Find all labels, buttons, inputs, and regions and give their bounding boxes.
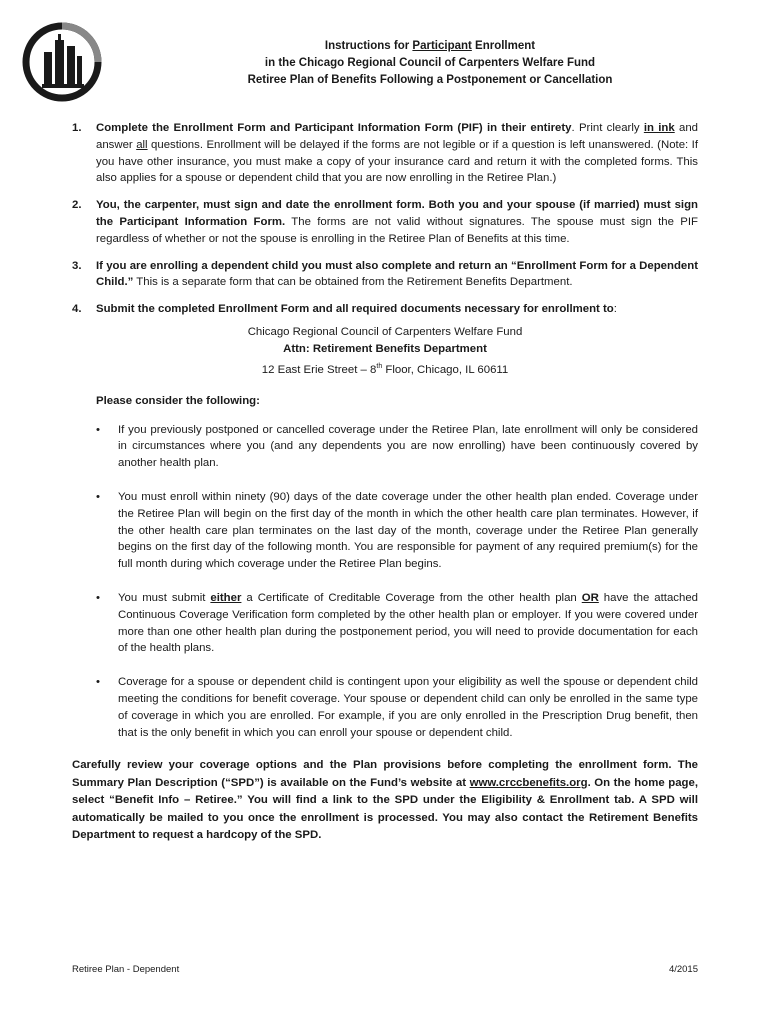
fund-logo [22, 22, 102, 102]
header-title: Instructions for Participant Enrollment [324, 40, 536, 52]
item-number: 2. [72, 199, 82, 212]
header-subtitle-fund: in the Chicago Regional Council of Carpenters Welfare Fund [264, 57, 596, 69]
list-item: • Coverage for a spouse or dependent child is contingent upon your eligibility as well the spouse or dependent child meeting the conditions for benefit coverage. Your spouse or dependent child can only be enrolled in the same type of coverage in which you are enrolled. For example, if you are only enrolled in the Prescription Drug benefit, then that is the only benefit in which you can enroll your spouse or dependent child. [96, 676, 698, 739]
list-item: • If you previously postponed or cancelled coverage under the Retiree Plan, late enrollment will only be considered in circumstances where you (and any dependents you are now enrolling) have been continuously covered by another health plan. [96, 423, 698, 470]
address-line-attn: Attn: Retirement Benefits Department [283, 342, 487, 355]
website-link[interactable]: www.crccbenefits.org [469, 776, 588, 789]
mailing-address [72, 324, 698, 379]
list-item: • You must submit either a Certificate of Creditable Coverage from the other health plan OR have the attached Continuous Coverage Verification form completed by the other health plan or employer. If you were covered under more than one other health plan during the postponement period, you will need to provide documentation for each of the health plans. [96, 591, 698, 655]
footer-revision-date: 4/2015 [668, 964, 698, 975]
address-line-street: 12 East Erie Street – 8th Floor, Chicago, IL 60611 [261, 362, 509, 376]
item-number: 4. [72, 303, 82, 316]
header-subtitle-plan: Retiree Plan of Benefits Following a Postponement or Cancellation [247, 74, 613, 86]
bullet-icon: • [96, 591, 100, 604]
item-number: 1. [72, 122, 82, 134]
instruction-item-2: 2. You, the carpenter, must sign and date the enrollment form. Both you and your spouse (if married) must sign the Participant Information Form. The forms are not valid without signatures. The spouse must sign the PIF regardless of whether or not the spouse is enrolling in the Retiree Plan of Benefits at this time. [72, 199, 699, 245]
instruction-item-4: 4. Submit the completed Enrollment Form and all required documents necessary for enrollment to: [72, 301, 698, 318]
bullet-icon: • [96, 490, 100, 503]
instructions-body [72, 120, 698, 845]
consider-list [96, 422, 698, 742]
list-item: • You must enroll within ninety (90) days of the date coverage under the other health plan ended. Coverage under the Retiree Plan will begin on the first day of the month in which the other health care plan terminates. However, if the other health care plan terminates on the last day of the month, coverage under the Retiree Plan generally begins on the first day of the following month. You are responsible for payment of any required premium(s) for the full month during which coverage under the Retiree Plan begins. [96, 490, 698, 571]
participant-word: Participant [412, 40, 472, 52]
bullet-icon: • [96, 676, 100, 689]
page-footer [72, 964, 698, 975]
footer-form-name: Retiree Plan - Dependent [72, 964, 180, 975]
closing-paragraph: Carefully review your coverage options and the Plan provisions before completing the enrollment form. The Summary Plan Description (“SPD”) is available on the Fund’s website at www.crccbenefits.org. On the home page, select “Benefit Info – Retiree.” You will find a link to the SPD under the Eligibility & Enrollment tab. A SPD will automatically be mailed to you once the enrollment is processed. You may also contact the Retirement Benefits Department to request a hardcopy of the SPD. [72, 759, 698, 842]
bullet-icon: • [96, 423, 100, 436]
document-header [150, 38, 710, 89]
instruction-item-1: 1. Complete the Enrollment Form and Participant Information Form (PIF) in their entirety. Print clearly in ink and answer all questions. Enrollment will be delayed if the forms are not legible or if a question is left unanswered. (Note: If you have other insurance, you must make a copy of your insurance card and return it with the completed forms. This also applies for a spouse or dependent child that you are now enrolling in the Retiree Plan.) [72, 122, 699, 185]
instruction-item-3: 3. If you are enrolling a dependent child you must also complete and return an “Enrollment Form for a Dependent Child.” This is a separate form that can be obtained from the Retirement Benefits Department. [72, 259, 698, 289]
consider-heading: Please consider the following: [96, 394, 260, 407]
address-line-fund: Chicago Regional Council of Carpenters Welfare Fund [247, 325, 523, 338]
item-number: 3. [72, 259, 82, 272]
